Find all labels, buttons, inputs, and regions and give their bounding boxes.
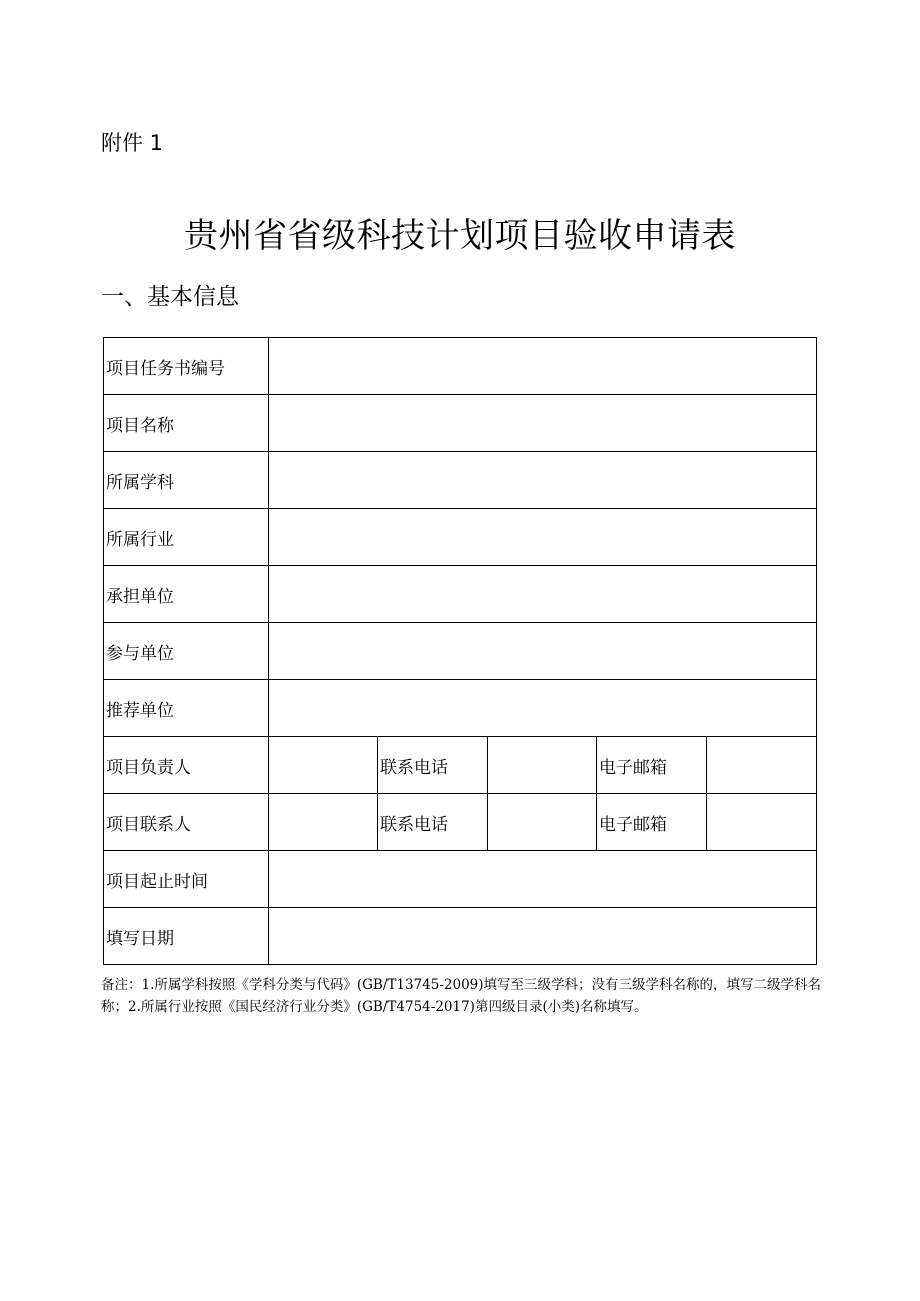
task-number-label: 项目任务书编号: [104, 338, 269, 395]
section-heading: 一、基本信息: [101, 284, 239, 310]
project-name-field[interactable]: [269, 395, 817, 452]
recommending-unit-field[interactable]: [269, 680, 817, 737]
attachment-label: 附件 1: [101, 131, 164, 155]
project-name-label: 项目名称: [104, 395, 269, 452]
industry-field[interactable]: [269, 509, 817, 566]
fill-date-field[interactable]: [269, 908, 817, 965]
table-row: [104, 851, 817, 908]
contact-field[interactable]: [269, 794, 378, 851]
discipline-field[interactable]: [269, 452, 817, 509]
table-row: [104, 452, 817, 509]
table-row: [104, 509, 817, 566]
table-row: [104, 395, 817, 452]
footnote: 备注：1.所属学科按照《学科分类与代码》(GB/T13745-2009)填写至三级学科；没有三级学科名称的，填写二级学科名称；2.所属行业按照《国民经济行业分类》(GB/T4754-2017)第四级目录(小类)名称填写。: [101, 977, 822, 1015]
contact-email-field[interactable]: [707, 794, 817, 851]
leader-field[interactable]: [269, 737, 378, 794]
leader-email-label: 电子邮箱: [597, 737, 707, 794]
table-row: [104, 623, 817, 680]
task-number-field[interactable]: [269, 338, 817, 395]
participating-unit-label: 参与单位: [104, 623, 269, 680]
leader-phone-label: 联系电话: [378, 737, 488, 794]
participating-unit-field[interactable]: [269, 623, 817, 680]
contact-phone-field[interactable]: [488, 794, 597, 851]
table-row: [104, 680, 817, 737]
contact-email-label: 电子邮箱: [597, 794, 707, 851]
recommending-unit-label: 推荐单位: [104, 680, 269, 737]
undertaking-unit-field[interactable]: [269, 566, 817, 623]
table-row: [104, 794, 817, 851]
table-row: [104, 908, 817, 965]
table-row: [104, 338, 817, 395]
period-field[interactable]: [269, 851, 817, 908]
table-row: [104, 737, 817, 794]
form-title: 贵州省省级科技计划项目验收申请表: [184, 216, 736, 256]
basic-info-table: [103, 337, 817, 965]
undertaking-unit-label: 承担单位: [104, 566, 269, 623]
leader-label: 项目负责人: [104, 737, 269, 794]
table-row: [104, 566, 817, 623]
period-label: 项目起止时间: [104, 851, 269, 908]
industry-label: 所属行业: [104, 509, 269, 566]
leader-email-field[interactable]: [707, 737, 817, 794]
contact-label: 项目联系人: [104, 794, 269, 851]
discipline-label: 所属学科: [104, 452, 269, 509]
contact-phone-label: 联系电话: [378, 794, 488, 851]
leader-phone-field[interactable]: [488, 737, 597, 794]
fill-date-label: 填写日期: [104, 908, 269, 965]
